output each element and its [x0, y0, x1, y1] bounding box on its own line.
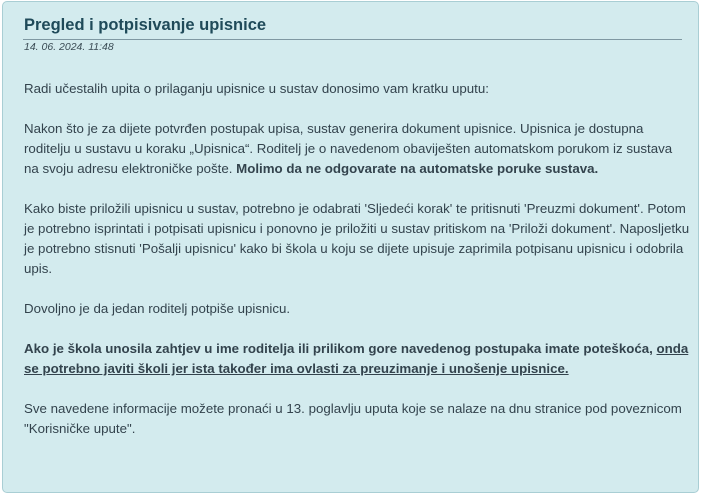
paragraph-enrollment-form [24, 119, 690, 179]
paragraph-steps: Kako biste priložili upisnicu u sustav, potrebno je odabrati 'Sljedeći korak' te pritisnuti 'Preuzmi dokument'. Potom je potrebno isprintati i potpisati upisnicu i ponovno je priložiti u sustav pritiskom na 'Priloži dokument'. Naposljetku je potrebno stisnuti 'Pošalji upisnicu' kako bi škola u koju se dijete upisuje zaprimila potpisanu upisnicu i odobrila upis. [24, 201, 690, 276]
paragraph-intro: Radi učestalih upita o prilaganju upisnice u sustav donosimo vam kratku uputu: [24, 81, 489, 96]
paragraph-enrollment-text: Nakon što je za dijete potvrđen postupak upisa, sustav generira dokument upisnice. Upisnica je dostupna roditelju u sustavu u koraku „Upisnica“. Roditelj je o navedenom obaviješten automatskom porukom iz sustava na svoju adresu elektroničke pošte. [24, 121, 673, 176]
no-reply-warning: Molimo da ne odgovarate na automatske poruke sustava. [236, 161, 599, 176]
school-contact-underlined: onda se potrebno javiti školi jer ista također ima ovlasti za preuzimanje i unošenje upisnice. [24, 341, 689, 376]
paragraph-one-parent: Dovoljno je da jedan roditelj potpiše upisnicu. [24, 301, 291, 316]
announcement-body [24, 79, 690, 459]
paragraph-school-contact [24, 339, 690, 379]
school-contact-text: Ako je škola unosila zahtjev u ime roditelja ili prilikom gore navedenog postupaka imate poteškoća, [24, 341, 657, 356]
paragraph-user-manual: Sve navedene informacije možete pronaći u 13. poglavlju uputa koje se nalaze na dnu stranice pod poveznicom "Korisničke upute". [24, 401, 682, 436]
announcement-title: Pregled i potpisivanje upisnice [24, 16, 267, 34]
announcement-date: 14. 06. 2024. 11:48 [24, 41, 114, 53]
title-divider [23, 39, 682, 40]
announcement-panel [2, 1, 699, 493]
